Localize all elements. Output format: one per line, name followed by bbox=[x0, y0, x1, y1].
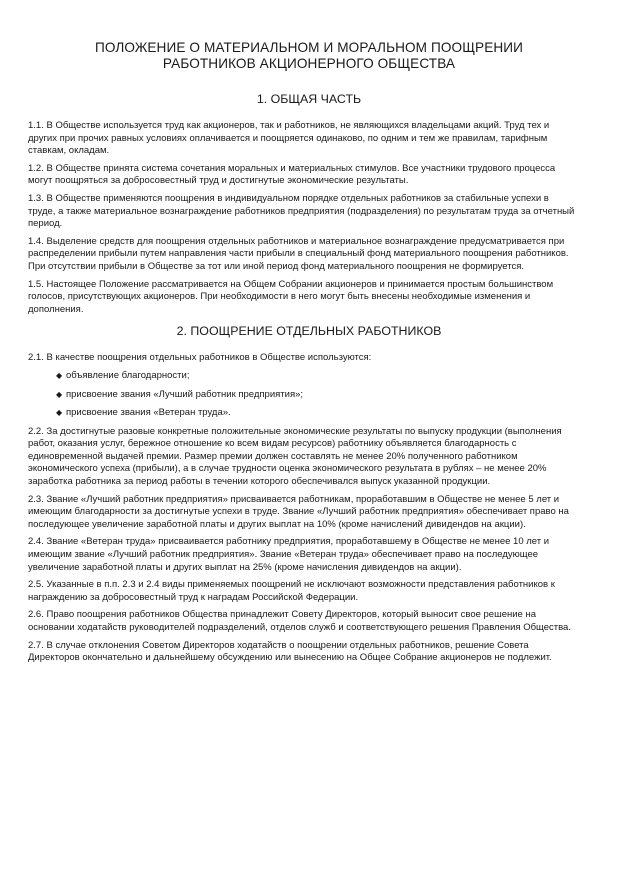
diamond-bullet-icon: ◆ bbox=[56, 370, 63, 380]
paragraph-1-3: 1.3. В Обществе применяются поощрения в индивидуальном порядке отдельных работников за стабильные успехи в труде, а также материальное вознаграждение работников предприятия (подразделения) по результатам труда за отчетный период. bbox=[28, 192, 575, 230]
list-item-text: присвоение звания «Ветеран труда». bbox=[66, 407, 231, 419]
title-line-1: ПОЛОЖЕНИЕ О МАТЕРИАЛЬНОМ И МОРАЛЬНОМ ПООЩРЕНИИ bbox=[94, 40, 524, 55]
list-item-text: объявление благодарности; bbox=[66, 369, 190, 381]
list-item bbox=[56, 370, 578, 383]
paragraph-1-2: 1.2. В Обществе принята система сочетания моральных и материальных стимулов. Все участники трудового процесса могут поощряться за добросовестный труд и достигнутые экономические результаты. bbox=[28, 162, 556, 187]
paragraph-2-4: 2.4. Звание «Ветеран труда» присваивается работнику предприятия, проработавшему в Обществе не менее 10 лет и имеющим звание «Лучший работник предприятия». Звание «Ветеран труда» обеспечивает право на последующее увеличение заработной платы и других выплат на 25% (кроме начисления дивидендов на акции). bbox=[28, 536, 550, 573]
list-item bbox=[56, 407, 578, 420]
paragraph-1-4: 1.4. Выделение средств для поощрения отдельных работников и материальное вознаграждение предусматривается при распределении прибыли путем направления части прибыли в специальный фонд материального поощрения работников. При отсутствии прибыли в Обществе за тот или иной период фонд материального поощрения не формируется. bbox=[28, 235, 569, 272]
section-1 bbox=[28, 92, 578, 316]
diamond-bullet-icon: ◆ bbox=[56, 408, 63, 418]
diamond-bullet-icon: ◆ bbox=[56, 389, 63, 399]
paragraph-2-3: 2.3. Звание «Лучший работник предприятия» присваивается работникам, проработавшим в Обществе не менее 5 лет и имеющим благодарности за достигнутые успехи в труде. Звание «Лучший работник предприятия» обеспечивает право на последующее увеличение заработной платы и других выплат на 10% (кроме начислений дивидендов на акции). bbox=[28, 493, 569, 530]
paragraph-2-6: 2.6. Право поощрения работников Общества принадлежит Совету Директоров, который выносит свое решение на основании ходатайств руководителей подразделений, отделов служб и соответствующего решения Правления Общества. bbox=[28, 609, 571, 633]
paragraph-1-1: 1.1. В Обществе используется труд как акционеров, так и работников, не являющихся владельцами акций. Труд тех и других при прочих равных условиях оплачивается и поощряется одинаково, по одним и тем же правилам, тарифным ставкам, окладам. bbox=[28, 120, 550, 157]
section-2-heading: 2. ПООЩРЕНИЕ ОТДЕЛЬНЫХ РАБОТНИКОВ bbox=[176, 324, 442, 339]
paragraph-2-2: 2.2. За достигнутые разовые конкретные положительные экономические результаты по выпуску продукции (выполнения работ, оказания услуг, бережное отношение ко всем видам ресурсов) работнику объявляется благодарность с единовременной выдачей премии. Размер премии должен составлять не менее 20% полученного работником экономического успеха (прибыли), а в случае трудности оценка экономического результата в рублях – не менее 20% заработка работника за период работы в течении которого обеспечивался выпуск указанной продукции. bbox=[28, 425, 562, 488]
section-1-heading: 1. ОБЩАЯ ЧАСТЬ bbox=[256, 92, 362, 106]
paragraph-1-5: 1.5. Настоящее Положение рассматривается на Общем Собрании акционеров и принимается простым большинством голосов, присутствующих акционеров. При необходимости в него могут быть внесены необходимые изменения и дополнения. bbox=[28, 278, 554, 315]
paragraph-2-7: 2.7. В случае отклонения Советом Директоров ходатайств о поощрении отдельных работников, решение Совета Директоров окончательно и дальнейшему обсуждению или вынесению на Общее Собрание акционеров не подлежит. bbox=[28, 639, 552, 664]
list-item bbox=[56, 389, 578, 402]
paragraph-2-5: 2.5. Указанные в п.п. 2.3 и 2.4 виды применяемых поощрений не исключают возможности представления работников к награждению за добросовестный труд к наградам Российской Федерации. bbox=[28, 579, 555, 603]
section-2 bbox=[28, 324, 578, 664]
paragraph-2-1: 2.1. В качестве поощрения отдельных работников в Обществе используются: bbox=[28, 352, 372, 364]
bullet-list bbox=[28, 370, 578, 420]
list-item-text: присвоение звания «Лучший работник предприятия»; bbox=[66, 388, 304, 400]
document-title bbox=[28, 40, 578, 72]
title-line-2: РАБОТНИКОВ АКЦИОНЕРНОГО ОБЩЕСТВА bbox=[162, 56, 456, 71]
